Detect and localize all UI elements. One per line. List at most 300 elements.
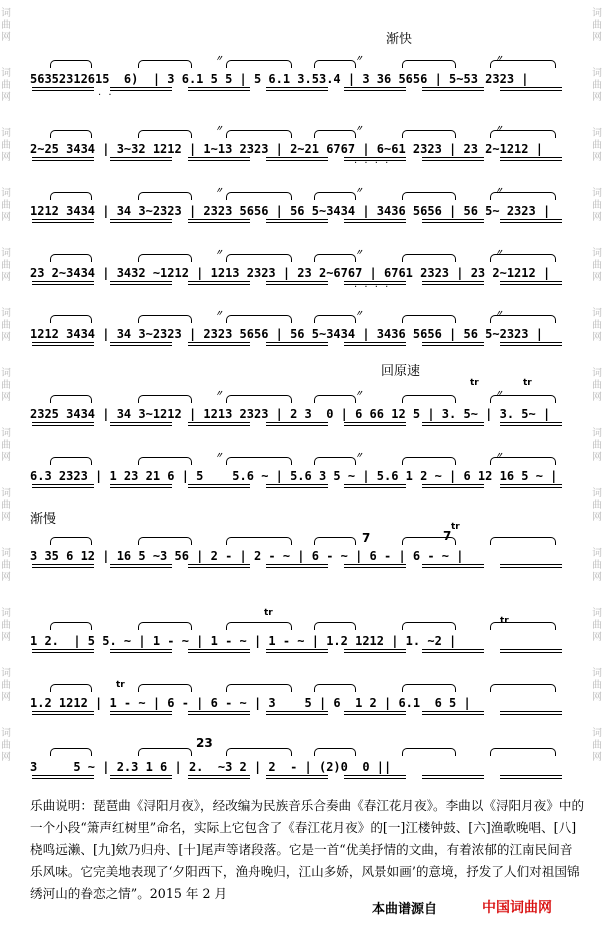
beam-line xyxy=(32,422,94,423)
beam-line xyxy=(110,487,172,488)
beam-line xyxy=(32,484,94,485)
watermark-glyph: 网 xyxy=(592,632,602,643)
beam-line xyxy=(110,484,172,485)
tremolo-mark: 〃 xyxy=(355,451,363,460)
beam-line xyxy=(500,564,562,565)
slur-arc xyxy=(138,130,192,138)
watermark-glyph: 曲 xyxy=(592,80,602,91)
description-text: 乐曲说明：琵琶曲《浔阳月夜》，经改编为民族音乐合奏曲《春江花月夜》。李曲以《浔阳月夜》中的一个小段“箫声红树里”命名，实际上它包含了《春江花月夜》的[一]江楼钟鼓、[六]渔歌晚唱、[八]桡鸣远濑、[九]欸乃归舟、[十]尾声等诸段落。它是一首“优美抒情的文曲，有着浓郁的江南民间音乐风味。它完美地表现了‘夕阳西下，渔舟晚归，江山多娇，风景如画’的意境，抒发了人们对祖国锦绣河山的眷恋之情”。 xyxy=(30,798,585,901)
beam-line xyxy=(266,711,328,712)
beam-line xyxy=(422,567,484,568)
trill-mark: tr xyxy=(500,616,509,626)
beam-line xyxy=(188,160,250,161)
tremolo-mark: 〃 xyxy=(355,248,363,257)
watermark-glyph: 曲 xyxy=(592,380,602,391)
watermark-glyph: 网 xyxy=(1,392,11,403)
credit-site-name[interactable]: 中国词曲网 xyxy=(482,900,552,916)
beam-line xyxy=(110,652,172,653)
slur-arc xyxy=(490,684,556,692)
score-line xyxy=(30,758,581,776)
beam-line xyxy=(188,567,250,568)
beam-line xyxy=(188,652,250,653)
beam-line xyxy=(422,87,484,88)
watermark-glyph: 网 xyxy=(592,212,602,223)
watermark-glyph: 曲 xyxy=(1,680,11,691)
score-notes: 1212 3434 | 34 3~2323 | 2323 5656 | 56 5~3434 | 3436 5656 | 56 5~2323 | xyxy=(30,327,543,341)
tremolo-mark: 〃 xyxy=(215,124,223,133)
trill-mark: tr xyxy=(264,608,273,618)
score-line xyxy=(30,54,581,88)
watermark-glyph: 曲 xyxy=(592,320,602,331)
beam-line xyxy=(422,284,484,285)
beam-line xyxy=(500,487,562,488)
watermark-glyph: 词 xyxy=(1,248,11,259)
watermark-glyph: 词 xyxy=(1,128,11,139)
score-line xyxy=(30,186,581,220)
watermark-glyph: 网 xyxy=(1,92,11,103)
beam-line xyxy=(188,342,250,343)
tremolo-mark: 〃 xyxy=(495,124,503,133)
beam-line xyxy=(188,711,250,712)
score-line xyxy=(30,248,581,282)
watermark-glyph: 网 xyxy=(592,692,602,703)
watermark-glyph: 曲 xyxy=(592,680,602,691)
beam-line xyxy=(266,87,328,88)
slur-arc xyxy=(402,192,456,200)
slur-arc xyxy=(314,254,356,262)
slur-arc xyxy=(314,130,356,138)
beam-line xyxy=(32,778,94,779)
beam-line xyxy=(110,425,172,426)
watermark-glyph: 曲 xyxy=(592,20,602,31)
beam-line xyxy=(344,425,406,426)
watermark-glyph: 网 xyxy=(592,92,602,103)
watermark-glyph: 曲 xyxy=(1,620,11,631)
beam-line xyxy=(266,90,328,91)
watermark-glyph: 词 xyxy=(592,8,602,19)
tempo-rit: 渐慢 xyxy=(30,512,57,527)
beam-line xyxy=(266,714,328,715)
trill-mark: tr xyxy=(470,378,479,388)
beam-line xyxy=(422,160,484,161)
tremolo-mark: 〃 xyxy=(215,186,223,195)
beam-line xyxy=(188,219,250,220)
score-line xyxy=(30,451,581,485)
watermark-glyph: 网 xyxy=(592,752,602,763)
slur-arc xyxy=(50,395,92,403)
watermark-glyph: 曲 xyxy=(1,740,11,751)
beam-line xyxy=(32,342,94,343)
score-line xyxy=(30,694,581,712)
slur-arc xyxy=(314,748,356,756)
slur-arc xyxy=(226,684,292,692)
beam-line xyxy=(500,778,562,779)
beam-line xyxy=(188,425,250,426)
beam-line xyxy=(500,425,562,426)
watermark-glyph: 网 xyxy=(1,152,11,163)
trill-mark: tr xyxy=(451,522,460,532)
slur-arc xyxy=(226,395,292,403)
beam-line xyxy=(422,775,484,776)
beam-line xyxy=(500,714,562,715)
beam-line xyxy=(32,711,94,712)
slur-arc xyxy=(314,192,356,200)
tempo-a-tempo: 回原速 xyxy=(381,364,421,379)
beam-line xyxy=(266,652,328,653)
score-notes: 56352312615 6) | 3 6.1 5 5 | 5 6.1 3.53.4 | 3 36 5656 | 5~53 2323 | xyxy=(30,72,529,86)
watermark-glyph: 网 xyxy=(592,512,602,523)
beam-line xyxy=(110,160,172,161)
beam-line xyxy=(344,422,406,423)
beam-line xyxy=(422,422,484,423)
slur-arc xyxy=(138,395,192,403)
beam-line xyxy=(344,775,406,776)
slur-arc xyxy=(50,622,92,630)
slur-arc xyxy=(314,684,356,692)
slur-arc xyxy=(314,395,356,403)
tremolo-mark: 〃 xyxy=(495,54,503,63)
watermark-glyph: 词 xyxy=(1,308,11,319)
slur-arc xyxy=(50,315,92,323)
slur-arc xyxy=(226,748,292,756)
octave-dots: · · · · xyxy=(354,158,391,169)
beam-line xyxy=(32,219,94,220)
beam-line xyxy=(500,342,562,343)
beam-line xyxy=(422,652,484,653)
beam-line xyxy=(110,219,172,220)
watermark-glyph: 词 xyxy=(1,368,11,379)
beam-line xyxy=(344,222,406,223)
watermark-glyph: 曲 xyxy=(592,620,602,631)
beam-line xyxy=(188,87,250,88)
source-credit xyxy=(372,895,604,919)
beam-line xyxy=(110,87,172,88)
beam-line xyxy=(188,564,250,565)
beam-line xyxy=(188,484,250,485)
score-line xyxy=(30,632,581,650)
score-line xyxy=(30,124,581,158)
beam-line xyxy=(188,487,250,488)
watermark-glyph: 网 xyxy=(592,152,602,163)
watermark-glyph: 曲 xyxy=(1,320,11,331)
description-date: 2015 年 2 月 xyxy=(149,886,228,901)
slur-arc xyxy=(226,254,292,262)
watermark-glyph: 网 xyxy=(1,332,11,343)
slur-arc xyxy=(138,254,192,262)
slur-arc xyxy=(226,457,292,465)
slur-arc xyxy=(226,192,292,200)
slur-arc xyxy=(138,537,192,545)
slur-arc xyxy=(50,537,92,545)
slur-arc xyxy=(226,60,292,68)
beam-line xyxy=(422,157,484,158)
tremolo-mark: 〃 xyxy=(495,186,503,195)
watermark-glyph: 词 xyxy=(1,68,11,79)
beam-line xyxy=(188,90,250,91)
slur-arc xyxy=(490,748,556,756)
score-notes: 1.2 1212 | 1 - ~ | 6 - | 6 - ~ | 3 5 | 6 1 2 | 6.1 6 5 | xyxy=(30,696,471,710)
beam-line xyxy=(422,281,484,282)
watermark-glyph: 词 xyxy=(592,548,602,559)
slur-arc xyxy=(138,622,192,630)
tempo-accel: 渐快 xyxy=(386,32,413,47)
watermark-glyph: 网 xyxy=(592,332,602,343)
beam-line xyxy=(188,714,250,715)
beam-line xyxy=(110,281,172,282)
beam-line xyxy=(32,222,94,223)
beam-line xyxy=(500,775,562,776)
watermark-glyph: 曲 xyxy=(592,260,602,271)
beam-line xyxy=(344,652,406,653)
slur-arc xyxy=(226,537,292,545)
slur-arc xyxy=(402,684,456,692)
beam-line xyxy=(344,345,406,346)
beam-line xyxy=(500,345,562,346)
watermark-glyph: 词 xyxy=(1,548,11,559)
beam-line xyxy=(110,222,172,223)
beam-line xyxy=(500,649,562,650)
slur-arc xyxy=(138,192,192,200)
slur-arc xyxy=(314,60,356,68)
beam-line xyxy=(266,649,328,650)
watermark-glyph: 曲 xyxy=(1,560,11,571)
beam-line xyxy=(422,425,484,426)
slur-arc xyxy=(402,254,456,262)
watermark-column-right xyxy=(591,0,605,951)
beam-line xyxy=(266,222,328,223)
grace-note: 7 xyxy=(443,529,452,543)
beam-line xyxy=(500,652,562,653)
slur-arc xyxy=(314,457,356,465)
tremolo-mark: 〃 xyxy=(215,451,223,460)
watermark-glyph: 词 xyxy=(1,428,11,439)
watermark-glyph: 词 xyxy=(592,308,602,319)
beam-line xyxy=(344,567,406,568)
beam-line xyxy=(344,714,406,715)
watermark-glyph: 网 xyxy=(592,272,602,283)
tremolo-mark: 〃 xyxy=(215,389,223,398)
beam-line xyxy=(500,160,562,161)
score-notes: 23 2~3434 | 3432 ~1212 | 1213 2323 | 23 2~6767 | 6761 2323 | 23 2~1212 | xyxy=(30,266,551,280)
beam-line xyxy=(32,90,94,91)
beam-line xyxy=(500,711,562,712)
beam-line xyxy=(422,219,484,220)
watermark-glyph: 曲 xyxy=(1,380,11,391)
watermark-glyph: 曲 xyxy=(592,440,602,451)
beam-line xyxy=(32,157,94,158)
score-line xyxy=(30,309,581,343)
beam-line xyxy=(110,342,172,343)
beam-line xyxy=(188,157,250,158)
beam-line xyxy=(110,345,172,346)
beam-line xyxy=(32,487,94,488)
slur-arc xyxy=(402,457,456,465)
watermark-glyph: 曲 xyxy=(592,740,602,751)
beam-line xyxy=(422,345,484,346)
beam-line xyxy=(500,90,562,91)
beam-line xyxy=(500,219,562,220)
watermark-glyph: 曲 xyxy=(1,200,11,211)
tremolo-mark: 〃 xyxy=(215,54,223,63)
score-notes: 3 5 ~ | 2.3 1 6 | 2. ~3 2 | 2 - | (2)0 0 || xyxy=(30,760,392,774)
watermark-glyph: 网 xyxy=(1,272,11,283)
credit-source-label: 本曲谱源自 xyxy=(372,902,438,917)
beam-line xyxy=(188,649,250,650)
beam-line xyxy=(32,284,94,285)
bracket-number: 23 xyxy=(196,736,213,750)
beam-line xyxy=(266,422,328,423)
beam-line xyxy=(266,425,328,426)
watermark-glyph: 曲 xyxy=(592,140,602,151)
tremolo-mark: 〃 xyxy=(495,248,503,257)
beam-line xyxy=(422,487,484,488)
beam-line xyxy=(32,87,94,88)
watermark-glyph: 网 xyxy=(592,572,602,583)
watermark-glyph: 网 xyxy=(1,512,11,523)
beam-line xyxy=(32,160,94,161)
beam-line xyxy=(110,778,172,779)
watermark-glyph: 曲 xyxy=(1,20,11,31)
beam-line xyxy=(266,342,328,343)
beam-line xyxy=(266,567,328,568)
beam-line xyxy=(500,484,562,485)
beam-line xyxy=(32,714,94,715)
slur-arc xyxy=(138,684,192,692)
score-notes: 6.3 2323 | 1 23 21 6 | 5 5.6 ~ | 5.6 3 5 ~ | 5.6 1 2 ~ | 6 12 16 5 ~ | xyxy=(30,469,558,483)
beam-line xyxy=(32,652,94,653)
beam-line xyxy=(266,484,328,485)
watermark-glyph: 网 xyxy=(1,572,11,583)
slur-arc xyxy=(402,622,456,630)
watermark-glyph: 词 xyxy=(1,608,11,619)
beam-line xyxy=(266,345,328,346)
beam-line xyxy=(344,778,406,779)
beam-line xyxy=(110,649,172,650)
watermark-glyph: 曲 xyxy=(592,500,602,511)
tremolo-mark: 〃 xyxy=(495,389,503,398)
score-notes: 2~25 3434 | 3~32 1212 | 1~13 2323 | 2~21 6767 | 6~61 2323 | 23 2~1212 | xyxy=(30,142,543,156)
beam-line xyxy=(422,778,484,779)
tremolo-mark: 〃 xyxy=(355,309,363,318)
beam-line xyxy=(422,342,484,343)
beam-line xyxy=(110,284,172,285)
beam-line xyxy=(344,484,406,485)
watermark-glyph: 曲 xyxy=(1,260,11,271)
tremolo-mark: 〃 xyxy=(355,54,363,63)
beam-line xyxy=(422,90,484,91)
watermark-glyph: 网 xyxy=(1,212,11,223)
beam-line xyxy=(110,714,172,715)
beam-line xyxy=(266,778,328,779)
beam-line xyxy=(500,422,562,423)
beam-line xyxy=(422,711,484,712)
beam-line xyxy=(344,87,406,88)
watermark-glyph: 词 xyxy=(592,68,602,79)
score-line xyxy=(30,389,581,423)
watermark-glyph: 网 xyxy=(592,452,602,463)
slur-arc xyxy=(402,60,456,68)
beam-line xyxy=(110,775,172,776)
beam-line xyxy=(344,90,406,91)
watermark-glyph: 词 xyxy=(1,8,11,19)
watermark-glyph: 网 xyxy=(1,692,11,703)
beam-line xyxy=(500,87,562,88)
slur-arc xyxy=(50,192,92,200)
slur-arc xyxy=(314,315,356,323)
beam-line xyxy=(266,281,328,282)
slur-arc xyxy=(50,457,92,465)
beam-line xyxy=(110,422,172,423)
beam-line xyxy=(422,484,484,485)
slur-arc xyxy=(226,130,292,138)
slur-arc xyxy=(402,315,456,323)
beam-line xyxy=(188,345,250,346)
tremolo-mark: 〃 xyxy=(495,451,503,460)
watermark-glyph: 网 xyxy=(592,32,602,43)
beam-line xyxy=(188,775,250,776)
watermark-glyph: 词 xyxy=(592,488,602,499)
slur-arc xyxy=(50,748,92,756)
watermark-glyph: 曲 xyxy=(1,80,11,91)
beam-line xyxy=(266,219,328,220)
grace-note: 7 xyxy=(362,531,371,545)
beam-line xyxy=(110,711,172,712)
slur-arc xyxy=(402,748,456,756)
beam-line xyxy=(422,649,484,650)
watermark-glyph: 词 xyxy=(592,368,602,379)
watermark-glyph: 词 xyxy=(1,488,11,499)
watermark-glyph: 曲 xyxy=(592,560,602,571)
watermark-glyph: 网 xyxy=(592,392,602,403)
beam-line xyxy=(32,281,94,282)
slur-arc xyxy=(138,748,192,756)
beam-line xyxy=(32,649,94,650)
beam-line xyxy=(110,564,172,565)
beam-line xyxy=(422,222,484,223)
beam-line xyxy=(500,222,562,223)
watermark-glyph: 网 xyxy=(1,32,11,43)
beam-line xyxy=(344,487,406,488)
octave-dots: · · · · xyxy=(354,282,391,293)
beam-line xyxy=(422,564,484,565)
watermark-glyph: 词 xyxy=(592,428,602,439)
beam-line xyxy=(266,775,328,776)
music-description xyxy=(30,795,585,905)
watermark-glyph: 词 xyxy=(1,188,11,199)
watermark-glyph: 词 xyxy=(592,188,602,199)
beam-line xyxy=(32,345,94,346)
slur-arc xyxy=(314,622,356,630)
beam-line xyxy=(266,487,328,488)
beam-line xyxy=(32,567,94,568)
slur-arc xyxy=(314,537,356,545)
beam-line xyxy=(500,281,562,282)
watermark-glyph: 词 xyxy=(592,728,602,739)
beam-line xyxy=(32,775,94,776)
tremolo-mark: 〃 xyxy=(355,186,363,195)
watermark-glyph: 词 xyxy=(1,668,11,679)
tremolo-mark: 〃 xyxy=(215,248,223,257)
score-line xyxy=(30,547,581,565)
trill-mark: tr xyxy=(523,378,532,388)
octave-dots: · · xyxy=(98,90,114,101)
slur-arc xyxy=(402,395,456,403)
tremolo-mark: 〃 xyxy=(495,309,503,318)
beam-line xyxy=(110,567,172,568)
slur-arc xyxy=(226,315,292,323)
beam-line xyxy=(188,284,250,285)
beam-line xyxy=(344,219,406,220)
